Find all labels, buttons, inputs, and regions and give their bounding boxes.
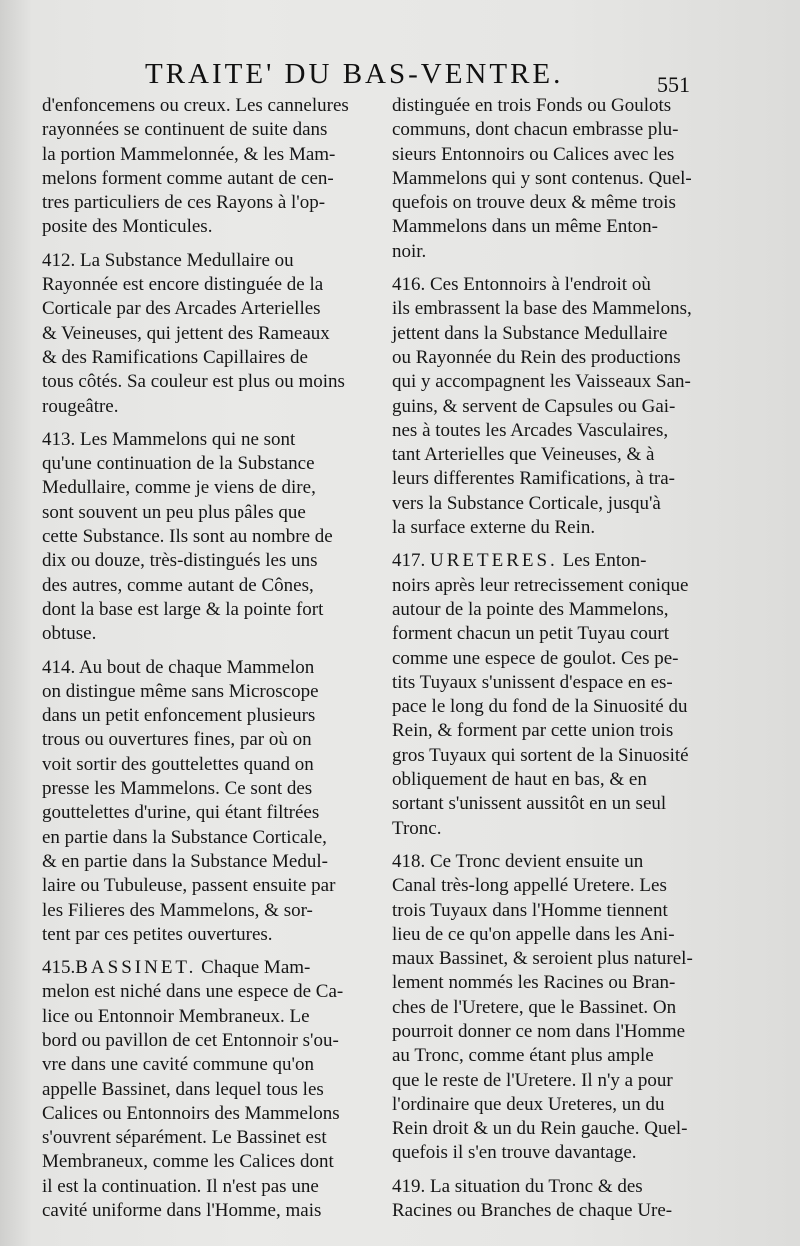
text-run: Les Enton-	[557, 550, 647, 572]
text-line: appelle Bassinet, dans lequel tous les	[42, 1078, 324, 1100]
right-column	[392, 94, 725, 1223]
paragraph-419	[392, 1175, 725, 1224]
section-heading: URETERES.	[430, 550, 558, 572]
text-line: tent par ces petites ouvertures.	[42, 923, 273, 945]
text-line: il est la continuation. Il n'est pas une	[42, 1175, 319, 1197]
text-line: tant Arterielles que Veineuses, & à	[392, 444, 655, 466]
text-line: & en partie dans la Substance Medul-	[42, 850, 328, 872]
text-line: Canal très-long appellé Uretere. Les	[392, 875, 667, 897]
text-line: dix ou douze, très-distingués les uns	[42, 550, 318, 572]
text-line: maux Bassinet, & seroient plus naturel-	[392, 948, 693, 970]
page-header	[0, 58, 800, 98]
text-line: dans un petit enfoncement plusieurs	[42, 705, 316, 727]
text-line: Rayonnée est encore distinguée de la	[42, 274, 324, 296]
text-line: melon est niché dans une espece de Ca-	[42, 981, 344, 1003]
text-line	[392, 549, 725, 573]
text-line: lice ou Entonnoir Membraneux. Le	[42, 1005, 310, 1027]
text-line: lement nommés les Racines ou Bran-	[392, 972, 676, 994]
paragraph-413	[42, 428, 372, 647]
text-run: Chaque Mam-	[196, 957, 311, 979]
text-line: trous ou ouvertures fines, par où on	[42, 729, 312, 751]
text-line: Mammelons dans un même Enton-	[392, 216, 658, 238]
text-line: rougeâtre.	[42, 395, 119, 417]
paragraph-415	[42, 956, 372, 1223]
text-line: distinguée en trois Fonds ou Goulots	[392, 95, 672, 116]
text-line: ou Rayonnée du Rein des productions	[392, 346, 681, 368]
text-line: 418. Ce Tronc devient ensuite un	[392, 850, 644, 872]
text-line: cavité uniforme dans l'Homme, mais	[42, 1200, 322, 1222]
text-line: gouttelettes d'urine, qui étant filtrées	[42, 802, 320, 824]
paragraph	[42, 94, 372, 240]
text-line: tous côtés. Sa couleur est plus ou moins	[42, 371, 345, 393]
left-column	[42, 94, 372, 1223]
paragraph-number: 417.	[392, 550, 426, 572]
text-line: on distingue même sans Microscope	[42, 680, 319, 702]
text-line: voit sortir des gouttelettes quand on	[42, 753, 314, 775]
text-line: les Filieres des Mammelons, & sor-	[42, 899, 313, 921]
paragraph-416	[392, 273, 725, 540]
text-line: Membraneux, comme les Calices dont	[42, 1151, 334, 1173]
text-line: bord ou pavillon de cet Entonnoir s'ou-	[42, 1029, 339, 1051]
text-line: noir.	[392, 240, 427, 262]
text-line: Racines ou Branches de chaque Ure-	[392, 1200, 673, 1222]
text-line: 413. Les Mammelons qui ne sont	[42, 428, 296, 450]
text-line: au Tronc, comme étant plus ample	[392, 1045, 654, 1067]
text-line: & des Ramifications Capillaires de	[42, 346, 308, 368]
text-line: qu'une continuation de la Substance	[42, 453, 315, 475]
text-line: Tronc.	[392, 817, 442, 839]
text-line: quefois il s'en trouve davantage.	[392, 1142, 637, 1164]
text-line: cette Substance. Ils sont au nombre de	[42, 526, 333, 548]
text-line: ils embrassent la base des Mammelons,	[392, 298, 692, 320]
text-line: Corticale par des Arcades Arterielles	[42, 298, 321, 320]
text-line: tres particuliers de ces Rayons à l'op-	[42, 192, 326, 214]
text-line: s'ouvrent séparément. Le Bassinet est	[42, 1127, 327, 1149]
text-line: laire ou Tubuleuse, passent ensuite par	[42, 875, 336, 897]
text-line: communs, dont chacun embrasse plu-	[392, 119, 679, 141]
text-line: quefois on trouve deux & même trois	[392, 192, 676, 214]
text-line: 412. La Substance Medullaire ou	[42, 249, 294, 271]
text-line: pace le long du fond de la Sinuosité du	[392, 696, 688, 718]
text-line: 414. Au bout de chaque Mammelon	[42, 656, 315, 678]
text-line: guins, & servent de Capsules ou Gai-	[392, 395, 676, 417]
paragraph-417	[392, 549, 725, 841]
text-line: sieurs Entonnoirs ou Calices avec les	[392, 143, 675, 165]
text-line: presse les Mammelons. Ce sont des	[42, 778, 313, 800]
text-line: Calices ou Entonnoirs des Mammelons	[42, 1102, 340, 1124]
page-number: 551	[657, 72, 690, 97]
text-line: sont souvent un peu plus pâles que	[42, 501, 306, 523]
text-line: noirs après leur retrecissement conique	[392, 574, 689, 596]
text-line: nes à toutes les Arcades Vasculaires,	[392, 419, 669, 441]
section-heading: BASSINET.	[75, 957, 197, 979]
running-title: TRAITE' DU BAS-VENTRE.	[145, 58, 564, 90]
text-line: tits Tuyaux s'unissent d'espace en es-	[392, 671, 673, 693]
text-line: obtuse.	[42, 623, 97, 645]
text-line: Rein droit & un du Rein gauche. Quel-	[392, 1118, 688, 1140]
text-line: sortant s'unissent aussitôt en un seul	[392, 793, 667, 815]
text-line: d'enfoncemens ou creux. Les cannelures	[42, 95, 349, 116]
text-line: lieu de ce qu'on appelle dans les Ani-	[392, 923, 675, 945]
text-line: melons forment comme autant de cen-	[42, 167, 334, 189]
text-line: que le reste de l'Uretere. Il n'y a pour	[392, 1069, 673, 1091]
text-line: forment chacun un petit Tuyau court	[392, 623, 670, 645]
text-line	[42, 956, 372, 980]
text-line: dont la base est large & la pointe fort	[42, 598, 324, 620]
text-line: jettent dans la Substance Medullaire	[392, 322, 668, 344]
text-line: obliquement de haut en bas, & en	[392, 769, 647, 791]
text-line: 416. Ces Entonnoirs à l'endroit où	[392, 274, 651, 296]
text-line: des autres, comme autant de Cônes,	[42, 574, 314, 596]
text-line: comme une espece de goulot. Ces pe-	[392, 647, 679, 669]
text-line: rayonnées se continuent de suite dans	[42, 119, 328, 141]
text-line: en partie dans la Substance Corticale,	[42, 826, 327, 848]
text-line: l'ordinaire que deux Ureteres, un du	[392, 1093, 665, 1115]
text-line: gros Tuyaux qui sortent de la Sinuosité	[392, 744, 689, 766]
text-line: 419. La situation du Tronc & des	[392, 1175, 643, 1197]
paragraph-number: 415.	[42, 957, 76, 979]
paragraph-418	[392, 850, 725, 1166]
text-line: qui y accompagnent les Vaisseaux San-	[392, 371, 691, 393]
paragraph-412	[42, 249, 372, 419]
paragraph-414	[42, 656, 372, 948]
text-line: Rein, & forment par cette union trois	[392, 720, 674, 742]
text-line: ches de l'Uretere, que le Bassinet. On	[392, 996, 677, 1018]
text-line: vre dans une cavité commune qu'on	[42, 1054, 314, 1076]
text-line: la portion Mammelonnée, & les Mam-	[42, 143, 336, 165]
text-line: trois Tuyaux dans l'Homme tiennent	[392, 899, 668, 921]
text-line: autour de la pointe des Mammelons,	[392, 598, 669, 620]
paragraph	[392, 94, 725, 264]
text-line: Medullaire, comme je viens de dire,	[42, 477, 316, 499]
text-line: pourroit donner ce nom dans l'Homme	[392, 1020, 686, 1042]
text-line: Mammelons qui y sont contenus. Quel-	[392, 167, 692, 189]
text-line: vers la Substance Corticale, jusqu'à	[392, 492, 661, 514]
text-line: la surface externe du Rein.	[392, 517, 596, 539]
text-line: posite des Monticules.	[42, 216, 213, 238]
text-line: & Veineuses, qui jettent des Rameaux	[42, 322, 330, 344]
text-line: leurs differentes Ramifications, à tra-	[392, 468, 675, 490]
